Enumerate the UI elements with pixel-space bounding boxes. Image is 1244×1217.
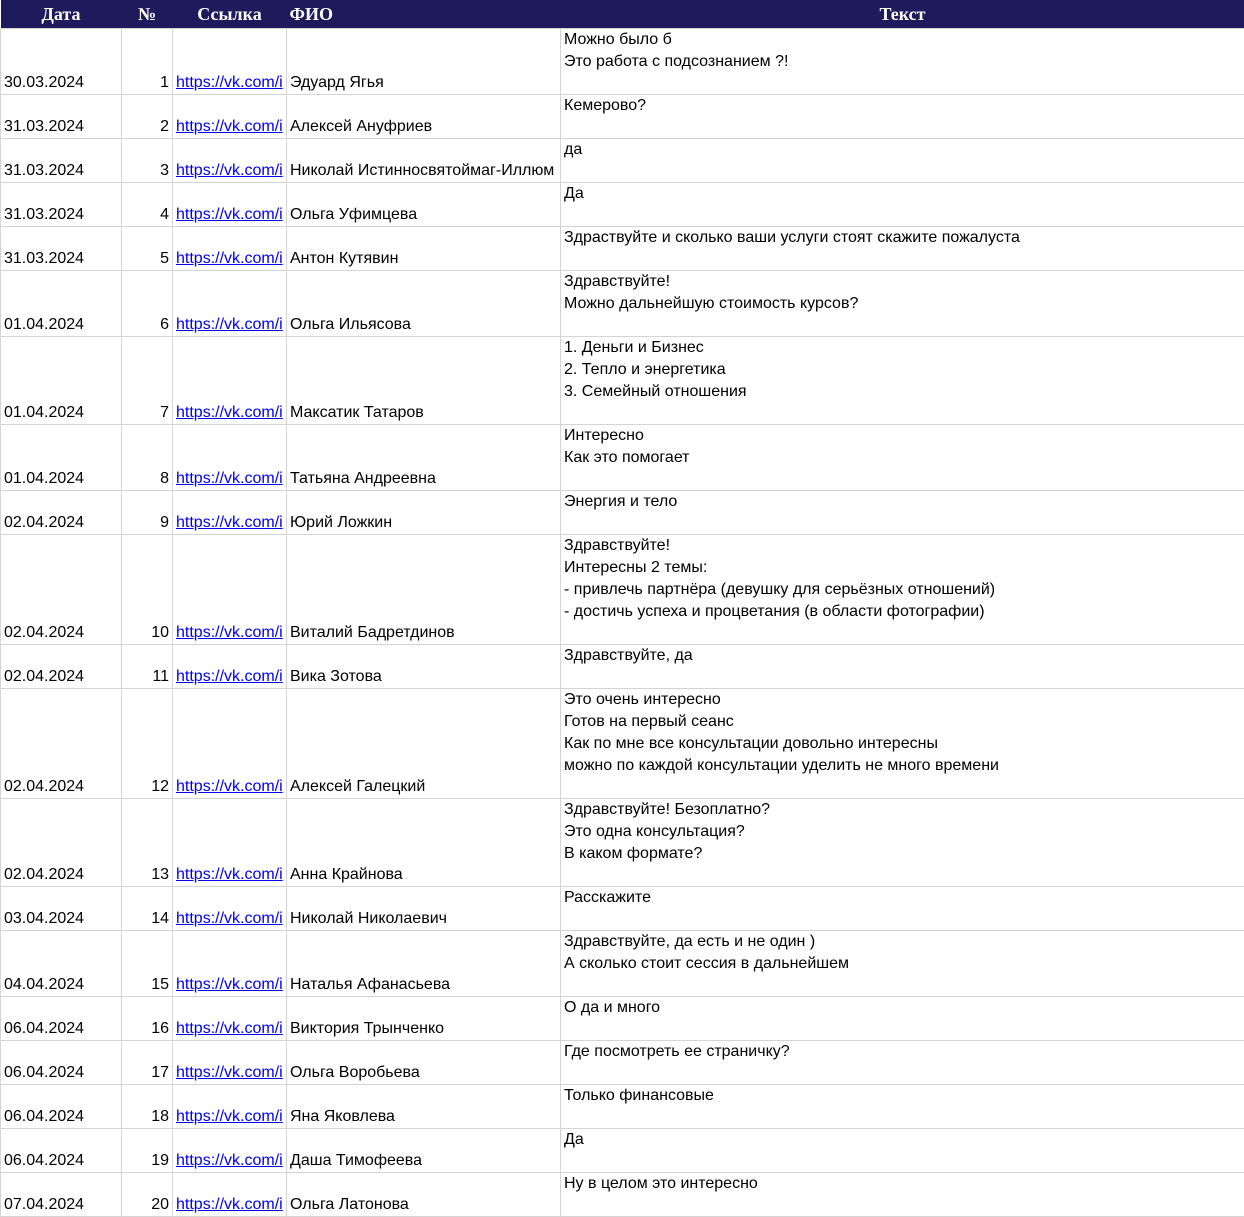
table-row xyxy=(1,491,1244,535)
cell-date[interactable]: 31.03.2024 xyxy=(1,183,122,227)
cell-text[interactable]: 1. Деньги и Бизнес 2. Тепло и энергетика 3. Семейный отношения xyxy=(561,337,1244,425)
cell-number[interactable]: 20 xyxy=(122,1173,173,1217)
profile-link[interactable]: https://vk.com/i xyxy=(176,162,283,179)
cell-number[interactable]: 4 xyxy=(122,183,173,227)
cell-date[interactable]: 06.04.2024 xyxy=(1,1129,122,1173)
cell-number[interactable]: 15 xyxy=(122,931,173,997)
table-row xyxy=(1,997,1244,1041)
profile-link[interactable]: https://vk.com/i xyxy=(176,250,283,267)
cell-link[interactable] xyxy=(173,931,287,997)
cell-number[interactable]: 10 xyxy=(122,535,173,645)
cell-date[interactable]: 31.03.2024 xyxy=(1,139,122,183)
cell-text[interactable]: Да xyxy=(561,183,1244,227)
cell-number[interactable]: 13 xyxy=(122,799,173,887)
cell-text[interactable]: Здравствуйте, да есть и не один ) А сколько стоит сессия в дальнейшем xyxy=(561,931,1244,997)
header-row xyxy=(1,0,1244,29)
cell-text[interactable]: Ну в целом это интересно xyxy=(561,1173,1244,1217)
cell-text[interactable]: Здравствуйте, да xyxy=(561,645,1244,689)
cell-text[interactable]: Это очень интересно Готов на первый сеанс Как по мне все консультации довольно интересны можно по каждой консультации уделить не много времени xyxy=(561,689,1244,799)
profile-link[interactable]: https://vk.com/i xyxy=(176,1152,283,1169)
profile-link[interactable]: https://vk.com/i xyxy=(176,778,283,795)
cell-date[interactable]: 30.03.2024 xyxy=(1,29,122,95)
cell-link[interactable] xyxy=(173,337,287,425)
cell-link[interactable] xyxy=(173,1041,287,1085)
profile-link[interactable]: https://vk.com/i xyxy=(176,1064,283,1081)
cell-text[interactable]: Энергия и тело xyxy=(561,491,1244,535)
table-row xyxy=(1,1085,1244,1129)
cell-date[interactable]: 04.04.2024 xyxy=(1,931,122,997)
cell-date[interactable]: 02.04.2024 xyxy=(1,689,122,799)
cell-name[interactable]: Николай Истинносвятоймаг-Иллюм xyxy=(287,139,561,183)
cell-date[interactable]: 06.04.2024 xyxy=(1,997,122,1041)
cell-date[interactable]: 02.04.2024 xyxy=(1,535,122,645)
table-row xyxy=(1,1173,1244,1217)
cell-text[interactable]: Да xyxy=(561,1129,1244,1173)
profile-link[interactable]: https://vk.com/i xyxy=(176,74,283,91)
profile-link[interactable]: https://vk.com/i xyxy=(176,866,283,883)
table-row xyxy=(1,535,1244,645)
cell-date[interactable]: 06.04.2024 xyxy=(1,1041,122,1085)
profile-link[interactable]: https://vk.com/i xyxy=(176,910,283,927)
column-header-link[interactable]: Ссылка xyxy=(173,0,287,29)
cell-link[interactable] xyxy=(173,29,287,95)
profile-link[interactable]: https://vk.com/i xyxy=(176,976,283,993)
table-body xyxy=(1,29,1244,1217)
cell-link[interactable] xyxy=(173,1173,287,1217)
cell-number[interactable]: 5 xyxy=(122,227,173,271)
table-row xyxy=(1,645,1244,689)
cell-name[interactable]: Ольга Воробьева xyxy=(287,1041,561,1085)
cell-name[interactable]: Наталья Афанасьева xyxy=(287,931,561,997)
cell-number[interactable]: 7 xyxy=(122,337,173,425)
cell-number[interactable]: 11 xyxy=(122,645,173,689)
profile-link[interactable]: https://vk.com/i xyxy=(176,118,283,135)
cell-number[interactable]: 17 xyxy=(122,1041,173,1085)
cell-number[interactable]: 16 xyxy=(122,997,173,1041)
cell-number[interactable]: 19 xyxy=(122,1129,173,1173)
cell-number[interactable]: 8 xyxy=(122,425,173,491)
cell-name[interactable]: Николай Николаевич xyxy=(287,887,561,931)
table-row xyxy=(1,95,1244,139)
cell-link[interactable] xyxy=(173,799,287,887)
table-row xyxy=(1,1129,1244,1173)
cell-name[interactable]: Ольга Уфимцева xyxy=(287,183,561,227)
cell-text[interactable]: Где посмотреть ее страничку? xyxy=(561,1041,1244,1085)
cell-text[interactable]: Кемерово? xyxy=(561,95,1244,139)
cell-text[interactable]: Только финансовые xyxy=(561,1085,1244,1129)
cell-date[interactable]: 01.04.2024 xyxy=(1,337,122,425)
table-row xyxy=(1,1041,1244,1085)
cell-number[interactable]: 2 xyxy=(122,95,173,139)
table-row xyxy=(1,799,1244,887)
cell-link[interactable] xyxy=(173,645,287,689)
cell-link[interactable] xyxy=(173,997,287,1041)
cell-date[interactable]: 07.04.2024 xyxy=(1,1173,122,1217)
profile-link[interactable]: https://vk.com/i xyxy=(176,1196,283,1213)
table-row xyxy=(1,425,1244,491)
table-row xyxy=(1,227,1244,271)
cell-name[interactable]: Эдуард Ягья xyxy=(287,29,561,95)
cell-number[interactable]: 6 xyxy=(122,271,173,337)
table-row xyxy=(1,271,1244,337)
cell-date[interactable]: 01.04.2024 xyxy=(1,271,122,337)
cell-name[interactable]: Виталий Бадретдинов xyxy=(287,535,561,645)
profile-link[interactable]: https://vk.com/i xyxy=(176,470,283,487)
cell-date[interactable]: 02.04.2024 xyxy=(1,799,122,887)
cell-name[interactable]: Яна Яковлева xyxy=(287,1085,561,1129)
cell-number[interactable]: 1 xyxy=(122,29,173,95)
cell-name[interactable]: Алексей Ануфриев xyxy=(287,95,561,139)
cell-link[interactable] xyxy=(173,271,287,337)
cell-date[interactable]: 31.03.2024 xyxy=(1,227,122,271)
cell-link[interactable] xyxy=(173,887,287,931)
cell-text[interactable]: Здраствуйте и сколько ваши услуги стоят скажите пожалуста xyxy=(561,227,1244,271)
cell-link[interactable] xyxy=(173,425,287,491)
table-row xyxy=(1,139,1244,183)
cell-text[interactable]: Здравствуйте! Можно дальнейшую стоимость курсов? xyxy=(561,271,1244,337)
cell-name[interactable]: Даша Тимофеева xyxy=(287,1129,561,1173)
cell-text[interactable]: Можно было б Это работа с подсознанием ?! xyxy=(561,29,1244,95)
profile-link[interactable]: https://vk.com/i xyxy=(176,206,283,223)
cell-text[interactable]: да xyxy=(561,139,1244,183)
profile-link[interactable]: https://vk.com/i xyxy=(176,316,283,333)
cell-number[interactable]: 18 xyxy=(122,1085,173,1129)
cell-number[interactable]: 9 xyxy=(122,491,173,535)
cell-text[interactable]: Расскажите xyxy=(561,887,1244,931)
table-row xyxy=(1,931,1244,997)
cell-link[interactable] xyxy=(173,1129,287,1173)
table-row xyxy=(1,887,1244,931)
table-row xyxy=(1,689,1244,799)
cell-date[interactable]: 03.04.2024 xyxy=(1,887,122,931)
cell-number[interactable]: 14 xyxy=(122,887,173,931)
cell-link[interactable] xyxy=(173,227,287,271)
cell-link[interactable] xyxy=(173,689,287,799)
cell-date[interactable]: 31.03.2024 xyxy=(1,95,122,139)
cell-text[interactable]: Здравствуйте! Интересны 2 темы: - привлечь партнёра (девушку для серьёзных отношений) - достичь успеха и процветания (в области фотографии) xyxy=(561,535,1244,645)
cell-link[interactable] xyxy=(173,183,287,227)
cell-name[interactable]: Максатик Татаров xyxy=(287,337,561,425)
cell-name[interactable]: Ольга Ильясова xyxy=(287,271,561,337)
cell-text[interactable]: Интересно Как это помогает xyxy=(561,425,1244,491)
cell-date[interactable]: 02.04.2024 xyxy=(1,645,122,689)
cell-date[interactable]: 06.04.2024 xyxy=(1,1085,122,1129)
table-row xyxy=(1,183,1244,227)
column-header-name[interactable]: ФИО xyxy=(287,0,561,29)
table-row xyxy=(1,337,1244,425)
cell-number[interactable]: 3 xyxy=(122,139,173,183)
profile-link[interactable]: https://vk.com/i xyxy=(176,668,283,685)
cell-name[interactable]: Виктория Трынченко xyxy=(287,997,561,1041)
profile-link[interactable]: https://vk.com/i xyxy=(176,514,283,531)
cell-date[interactable]: 02.04.2024 xyxy=(1,491,122,535)
profile-link[interactable]: https://vk.com/i xyxy=(176,404,283,421)
cell-link[interactable] xyxy=(173,95,287,139)
cell-name[interactable]: Антон Кутявин xyxy=(287,227,561,271)
table-row xyxy=(1,29,1244,95)
cell-name[interactable]: Татьяна Андреевна xyxy=(287,425,561,491)
cell-link[interactable] xyxy=(173,139,287,183)
cell-text[interactable]: О да и много xyxy=(561,997,1244,1041)
cell-name[interactable]: Ольга Латонова xyxy=(287,1173,561,1217)
column-header-date[interactable]: Дата xyxy=(1,0,122,29)
cell-link[interactable] xyxy=(173,535,287,645)
cell-number[interactable]: 12 xyxy=(122,689,173,799)
cell-date[interactable]: 01.04.2024 xyxy=(1,425,122,491)
cell-name[interactable]: Вика Зотова xyxy=(287,645,561,689)
profile-link[interactable]: https://vk.com/i xyxy=(176,1108,283,1125)
cell-name[interactable]: Анна Крайнова xyxy=(287,799,561,887)
profile-link[interactable]: https://vk.com/i xyxy=(176,624,283,641)
cell-name[interactable]: Алексей Галецкий xyxy=(287,689,561,799)
cell-link[interactable] xyxy=(173,491,287,535)
profile-link[interactable]: https://vk.com/i xyxy=(176,1020,283,1037)
column-header-text[interactable]: Текст xyxy=(561,0,1244,29)
cell-name[interactable]: Юрий Ложкин xyxy=(287,491,561,535)
cell-link[interactable] xyxy=(173,1085,287,1129)
column-header-number[interactable]: № xyxy=(122,0,173,29)
cell-text[interactable]: Здравствуйте! Безоплатно? Это одна консультация? В каком формате? xyxy=(561,799,1244,887)
